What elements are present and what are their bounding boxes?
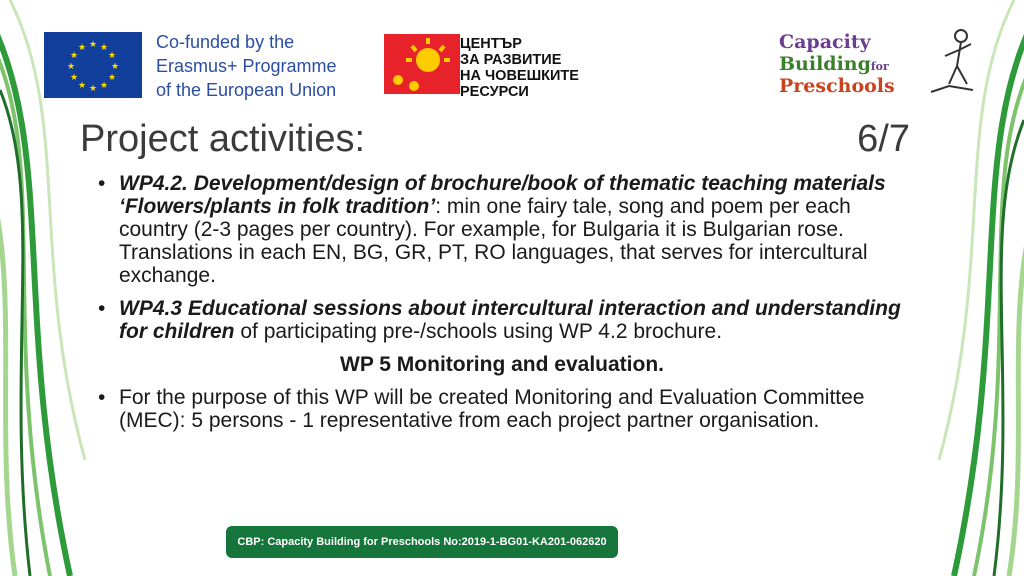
bullet-emphasis: WP4.3 Educational sessions about intercultural interaction and understanding for children: [119, 297, 901, 343]
eu-cofunded-text: Co-funded by the Erasmus+ Programme of the European Union: [156, 32, 337, 100]
slide-content: [98, 172, 906, 442]
bullet-text: : min one fairy tale, song and poem per each country (2-3 pages per country). For example, for Bulgaria it is Bulgarian rose. Translations in each EN, BG, GR, PT, RO languages, that serves for intercultural exchange.: [119, 195, 868, 287]
svg-text:★: ★: [110, 62, 120, 72]
bullet-dot: •: [98, 297, 106, 320]
cdhr-name-text: ЦЕНТЪР ЗА РАЗВИТИЕ НА ЧОВЕШКИТЕ РЕСУРСИ: [460, 36, 579, 100]
svg-text:★: ★: [107, 73, 117, 83]
svg-text:★: ★: [99, 43, 109, 53]
bullet-item: [98, 297, 906, 343]
cdhr-sun-logo-icon: [384, 34, 460, 94]
svg-text:★: ★: [77, 81, 87, 91]
child-figure-icon: [929, 28, 974, 98]
svg-text:★: ★: [88, 40, 98, 50]
svg-text:★: ★: [66, 62, 76, 72]
bullet-text: For the purpose of this WP will be created Monitoring and Evaluation Committee (MEC): 5 persons - 1 representative from each project partner organisation.: [119, 386, 865, 432]
svg-text:★: ★: [99, 81, 109, 91]
cbp-logo-word-capacity: Capacity: [779, 31, 871, 53]
bullet-dot: •: [98, 386, 106, 409]
eu-flag-icon: [44, 32, 142, 98]
bullet-emphasis: WP4.2. Development/design of brochure/book of thematic teaching materials ‘Flowers/plants in folk tradition’: [119, 172, 886, 218]
page-indicator: 6/7: [857, 118, 910, 160]
bullet-item: [98, 386, 906, 432]
cbp-logo-word-building: Buildingfor: [779, 53, 889, 75]
bullet-dot: •: [98, 172, 106, 195]
svg-text:★: ★: [77, 43, 87, 53]
bullet-item: [98, 172, 906, 287]
section-heading: WP 5 Monitoring and evaluation.: [340, 353, 664, 376]
cbp-project-logo: [779, 28, 969, 100]
svg-text:★: ★: [69, 73, 79, 83]
svg-text:★: ★: [107, 51, 117, 61]
header-logos: [44, 28, 964, 100]
svg-text:★: ★: [69, 51, 79, 61]
svg-text:★: ★: [88, 84, 98, 94]
slide-title: Project activities: 6/7: [80, 118, 910, 160]
bullet-text: of participating pre-/schools using WP 4.2 brochure.: [234, 320, 723, 343]
cbp-logo-word-preschools: Preschools: [779, 75, 895, 97]
footer-project-number: CBP: Capacity Building for Preschools No:2019-1-BG01-KA201-062620: [226, 526, 618, 558]
